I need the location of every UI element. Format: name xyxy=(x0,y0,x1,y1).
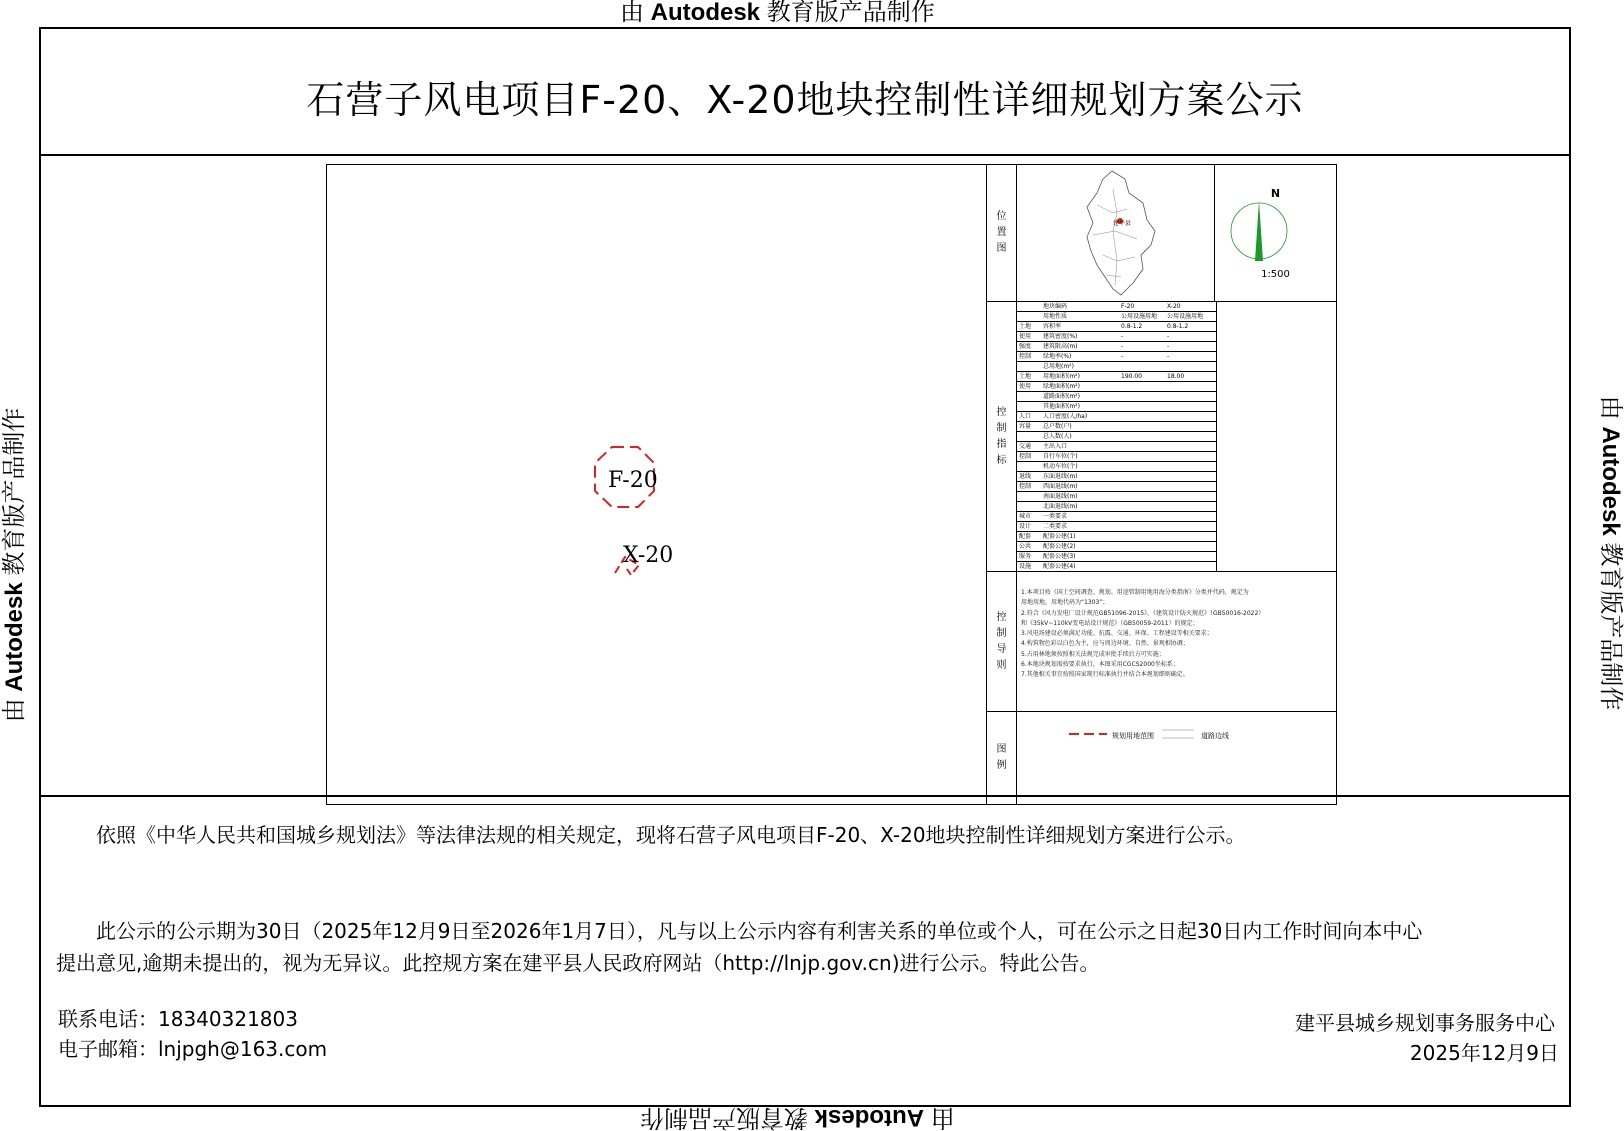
table-row xyxy=(1017,562,1216,572)
contact-phone: 联系电话：18340321803 xyxy=(58,1007,298,1031)
table-row xyxy=(1017,322,1216,332)
guide-line: 4.构筑物色彩以白色为主，应与周边环境、自然、景观相协调； xyxy=(1021,640,1189,648)
table-cell: 190.00 xyxy=(1121,373,1142,380)
guide-line: 1.本项目按《国土空间调查、规划、用途管制用地用海分类指南》分类并代码，规定为 xyxy=(1021,589,1249,596)
table-row xyxy=(1017,332,1216,342)
control-guide-section xyxy=(987,572,1336,712)
control-guide-text xyxy=(1021,588,1331,681)
table-row xyxy=(1017,392,1216,402)
notice-paragraph-2: 此公示的公示期为30日（2025年12月9日至2026年1月7日），凡与以上公示内容有利害关系的单位或个人，可在公示之日起30日内工作时间向本中心 xyxy=(96,919,1423,943)
table-cell: 东面退线(m) xyxy=(1043,473,1078,480)
table-cell: F-20 xyxy=(1121,303,1135,310)
table-cell: 一类要求 xyxy=(1043,513,1068,520)
table-cell: 城市 xyxy=(1019,513,1032,520)
table-cell: 西面退线(m) xyxy=(1043,483,1078,490)
notice-date: 2025年12月9日 xyxy=(1409,1041,1559,1065)
notice-paragraph-1: 依照《中华人民共和国城乡规划法》等法律法规的相关规定，现将石营子风电项目F-20、X-20地块控制性详细规划方案进行公示。 xyxy=(96,823,1246,847)
table-row xyxy=(1017,532,1216,542)
x20-label: X-20 xyxy=(623,543,674,568)
table-cell: 用地面积(m²) xyxy=(1043,373,1080,380)
table-cell: 土地 xyxy=(1019,373,1032,380)
notice-section xyxy=(41,795,1569,1109)
table-cell: 控制 xyxy=(1019,483,1032,490)
table-row xyxy=(1017,522,1216,532)
title-row xyxy=(41,29,1569,156)
table-row xyxy=(1017,412,1216,422)
table-cell: 控制 xyxy=(1019,453,1032,460)
table-cell: 配套公建(4) xyxy=(1043,563,1076,570)
table-row xyxy=(1017,502,1216,512)
location-map-label: 建平县 xyxy=(1113,220,1132,227)
legend-swatches xyxy=(1017,712,1335,772)
table-row xyxy=(1017,362,1216,372)
page-title: 石营子风电项目F-20、X-20地块控制性详细规划方案公示 xyxy=(306,78,1304,122)
table-cell: - xyxy=(1167,353,1170,360)
table-cell: 设施 xyxy=(1019,563,1032,570)
table-cell: 南面退线(m) xyxy=(1043,493,1078,500)
table-cell: - xyxy=(1167,343,1170,350)
contact-email: 电子邮箱：lnjpgh@163.com xyxy=(58,1037,328,1061)
guide-line: 6.本地块规划需按要求执行，本图采用CGCS2000坐标系； xyxy=(1021,661,1179,669)
table-row xyxy=(1017,422,1216,432)
table-cell: 18.00 xyxy=(1167,373,1185,380)
table-cell: 公共 xyxy=(1019,543,1032,550)
table-cell: 强度 xyxy=(1019,343,1032,350)
table-cell: 绿地率(%) xyxy=(1043,353,1072,360)
table-cell: 绿地面积(m²) xyxy=(1043,383,1080,390)
table-cell: 配套 xyxy=(1019,533,1032,540)
table-cell: - xyxy=(1121,353,1124,360)
planning-drawing xyxy=(326,164,1337,805)
document-frame xyxy=(39,27,1571,1107)
location-label: 位 置 图 xyxy=(987,165,1017,301)
table-row xyxy=(1017,492,1216,502)
guide-line: 7.其他相关事宜按照国家现行标准执行并结合本规划细则确定。 xyxy=(1021,671,1189,679)
north-arrow-cell xyxy=(1215,165,1336,301)
table-row xyxy=(1017,512,1216,522)
table-cell: 公用设施用地 xyxy=(1121,313,1158,320)
f20-label: F-20 xyxy=(608,468,658,493)
table-cell: X-20 xyxy=(1167,303,1181,310)
table-cell: 服务 xyxy=(1019,553,1032,560)
table-row xyxy=(1017,542,1216,552)
guide-line: 和《35kV~110kV变电站设计规范》（GB50059-2011）的规定； xyxy=(1021,619,1199,627)
table-row xyxy=(1017,352,1216,362)
info-panel xyxy=(987,165,1336,804)
table-cell: 总用地(m²) xyxy=(1043,363,1074,370)
table-cell: 自行车位(个) xyxy=(1043,453,1078,460)
legend-section xyxy=(987,712,1336,804)
table-cell: 0.8-1.2 xyxy=(1167,323,1189,330)
location-section xyxy=(987,165,1336,302)
table-cell: 地块编码 xyxy=(1043,303,1068,310)
table-cell: - xyxy=(1167,333,1170,340)
table-cell: 配套公建(1) xyxy=(1043,533,1076,540)
legend-label: 图 例 xyxy=(987,712,1017,804)
table-row xyxy=(1017,482,1216,492)
guide-line: 2.符合《风力发电厂设计规范GB51096-2015》、《建筑设计防火规范》（GB50016-2022） xyxy=(1021,609,1265,617)
control-index-label: 控 制 指 标 xyxy=(987,302,1017,571)
table-row xyxy=(1017,472,1216,482)
watermark-left: 由 Autodesk 教育版产品制作 xyxy=(1,407,28,723)
table-cell: 建筑密度(%) xyxy=(1043,333,1078,340)
table-cell: 使用 xyxy=(1019,333,1032,340)
table-row xyxy=(1017,382,1216,392)
table-cell: 退线 xyxy=(1019,473,1032,480)
table-cell: 主出入口 xyxy=(1043,443,1068,450)
table-row xyxy=(1017,342,1216,352)
table-cell: 使用 xyxy=(1019,383,1032,390)
table-cell: 公用设施用地 xyxy=(1167,313,1204,320)
table-cell: 配套公建(3) xyxy=(1043,553,1076,560)
table-cell: 建筑限高(m) xyxy=(1043,343,1078,350)
site-map-svg xyxy=(327,165,985,803)
table-cell: 道路面积(m²) xyxy=(1043,393,1080,400)
scale-label: 1:500 xyxy=(1261,269,1290,280)
watermark-bottom: 由 Autodesk 教育版产品制作 xyxy=(640,1104,955,1131)
north-arrow-icon xyxy=(1215,165,1336,302)
location-map xyxy=(1017,165,1215,301)
table-cell: 容积率 xyxy=(1043,323,1062,330)
table-row xyxy=(1017,312,1216,322)
table-cell: 机动车位(个) xyxy=(1043,463,1078,470)
table-row xyxy=(1017,462,1216,472)
notice-paragraph-3: 提出意见,逾期未提出的，视为无异议。此控规方案在建平县人民政府网站（http://lnjp.gov.cn)进行公示。特此公告。 xyxy=(56,951,1100,975)
table-row xyxy=(1017,402,1216,412)
table-cell: 北面退线(m) xyxy=(1043,503,1078,510)
table-cell: 交通 xyxy=(1019,443,1032,450)
table-cell: 二类要求 xyxy=(1043,523,1068,530)
table-cell: 其他面积(m²) xyxy=(1043,403,1080,410)
control-guide-label: 控 制 导 则 xyxy=(987,572,1017,711)
table-cell: 设计 xyxy=(1019,523,1032,530)
table-cell: - xyxy=(1121,343,1124,350)
control-index-section xyxy=(987,302,1336,572)
guide-line: 3.风电场建设必须满足功能、抗震、交通、环保、工程建设等相关要求； xyxy=(1021,630,1213,638)
table-cell: 控制 xyxy=(1019,353,1032,360)
control-index-table xyxy=(1017,302,1217,571)
table-row xyxy=(1017,452,1216,462)
watermark-right: 由 Autodesk 教育版产品制作 xyxy=(1597,395,1624,711)
table-cell: 用地性质 xyxy=(1043,313,1068,320)
table-cell: 总户数(户) xyxy=(1043,423,1072,430)
table-cell: 0.8-1.2 xyxy=(1121,323,1143,330)
table-cell: 土地 xyxy=(1019,323,1032,330)
table-cell: 人口 xyxy=(1019,413,1032,420)
table-cell: 容量 xyxy=(1019,423,1032,430)
table-row xyxy=(1017,372,1216,382)
watermark-top: 由 Autodesk 教育版产品制作 xyxy=(620,0,935,26)
table-row xyxy=(1017,302,1216,312)
table-row xyxy=(1017,442,1216,452)
table-cell: 总人数(人) xyxy=(1043,433,1072,440)
legend-road-label: 道路边线 xyxy=(1201,732,1229,740)
table-cell: 人口密度(人/ha) xyxy=(1043,413,1088,420)
table-row xyxy=(1017,432,1216,442)
guide-line: 5.占用林地须按照相关法规完成审批手续后方可实施； xyxy=(1021,650,1165,658)
north-label: N xyxy=(1270,187,1281,200)
guide-line: 用地用地，用地代码为“1303”； xyxy=(1021,599,1109,607)
legend-boundary-label: 规划用地范围 xyxy=(1112,732,1154,740)
site-map xyxy=(327,165,987,804)
table-cell: - xyxy=(1121,333,1124,340)
table-row xyxy=(1017,552,1216,562)
legend xyxy=(1017,712,1335,804)
county-outline xyxy=(1017,165,1213,302)
issuing-organization: 建平县城乡规划事务服务中心 xyxy=(1295,1011,1555,1035)
table-cell: 配套公建(2) xyxy=(1043,543,1076,550)
